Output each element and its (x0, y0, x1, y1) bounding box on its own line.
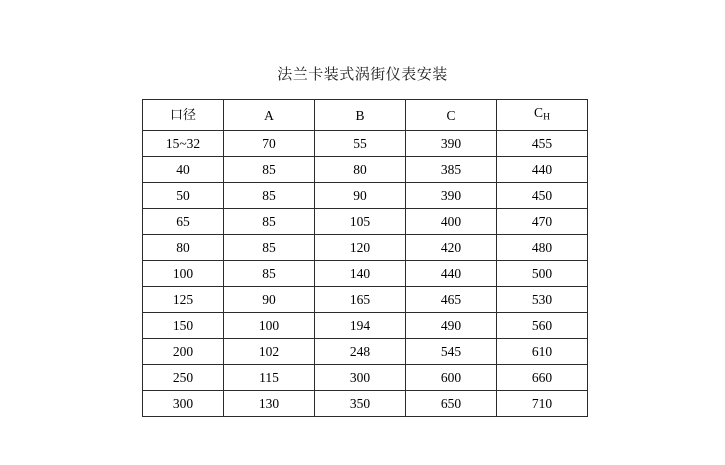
cell-a: 100 (224, 313, 315, 339)
cell-a: 102 (224, 339, 315, 365)
cell-ch: 660 (497, 365, 588, 391)
cell-ch: 440 (497, 157, 588, 183)
cell-diameter: 40 (143, 157, 224, 183)
cell-ch: 500 (497, 261, 588, 287)
table-row (143, 313, 588, 339)
spec-table (142, 99, 588, 417)
cell-a: 130 (224, 391, 315, 417)
cell-diameter: 250 (143, 365, 224, 391)
cell-b: 248 (315, 339, 406, 365)
cell-diameter: 80 (143, 235, 224, 261)
cell-c: 390 (406, 183, 497, 209)
cell-a: 85 (224, 157, 315, 183)
column-header-ch-base: C (534, 105, 544, 120)
cell-diameter: 100 (143, 261, 224, 287)
cell-a: 85 (224, 209, 315, 235)
column-header-b: B (315, 100, 406, 131)
cell-a: 85 (224, 183, 315, 209)
table-row (143, 365, 588, 391)
cell-ch: 530 (497, 287, 588, 313)
cell-diameter: 65 (143, 209, 224, 235)
cell-ch: 480 (497, 235, 588, 261)
table-header-row (143, 100, 588, 131)
spec-table-body (143, 100, 588, 417)
cell-b: 80 (315, 157, 406, 183)
cell-b: 55 (315, 131, 406, 157)
cell-c: 650 (406, 391, 497, 417)
cell-diameter: 125 (143, 287, 224, 313)
cell-c: 400 (406, 209, 497, 235)
cell-diameter: 50 (143, 183, 224, 209)
cell-a: 85 (224, 261, 315, 287)
cell-diameter: 150 (143, 313, 224, 339)
cell-diameter: 300 (143, 391, 224, 417)
column-header-c: C (406, 100, 497, 131)
cell-b: 140 (315, 261, 406, 287)
spec-table-container (142, 99, 582, 417)
cell-diameter: 200 (143, 339, 224, 365)
cell-c: 490 (406, 313, 497, 339)
cell-c: 390 (406, 131, 497, 157)
cell-b: 105 (315, 209, 406, 235)
cell-ch: 455 (497, 131, 588, 157)
cell-a: 70 (224, 131, 315, 157)
cell-c: 420 (406, 235, 497, 261)
table-row (143, 339, 588, 365)
cell-a: 85 (224, 235, 315, 261)
cell-c: 545 (406, 339, 497, 365)
cell-c: 440 (406, 261, 497, 287)
cell-b: 350 (315, 391, 406, 417)
table-row (143, 287, 588, 313)
cell-diameter: 15~32 (143, 131, 224, 157)
cell-a: 90 (224, 287, 315, 313)
table-row (143, 235, 588, 261)
column-header-ch (497, 100, 588, 131)
column-header-diameter: 口径 (143, 100, 224, 131)
cell-c: 465 (406, 287, 497, 313)
cell-ch: 610 (497, 339, 588, 365)
column-header-a: A (224, 100, 315, 131)
table-row (143, 261, 588, 287)
table-row (143, 183, 588, 209)
cell-a: 115 (224, 365, 315, 391)
cell-ch: 450 (497, 183, 588, 209)
cell-b: 120 (315, 235, 406, 261)
cell-c: 385 (406, 157, 497, 183)
page-title: 法兰卡装式涡街仪表安装 (277, 65, 448, 83)
cell-b: 165 (315, 287, 406, 313)
table-row (143, 131, 588, 157)
table-row (143, 157, 588, 183)
column-header-ch-subscript: H (543, 112, 550, 123)
cell-ch: 470 (497, 209, 588, 235)
table-row (143, 209, 588, 235)
cell-b: 90 (315, 183, 406, 209)
cell-ch: 560 (497, 313, 588, 339)
cell-b: 300 (315, 365, 406, 391)
cell-b: 194 (315, 313, 406, 339)
cell-ch: 710 (497, 391, 588, 417)
cell-c: 600 (406, 365, 497, 391)
table-row (143, 391, 588, 417)
